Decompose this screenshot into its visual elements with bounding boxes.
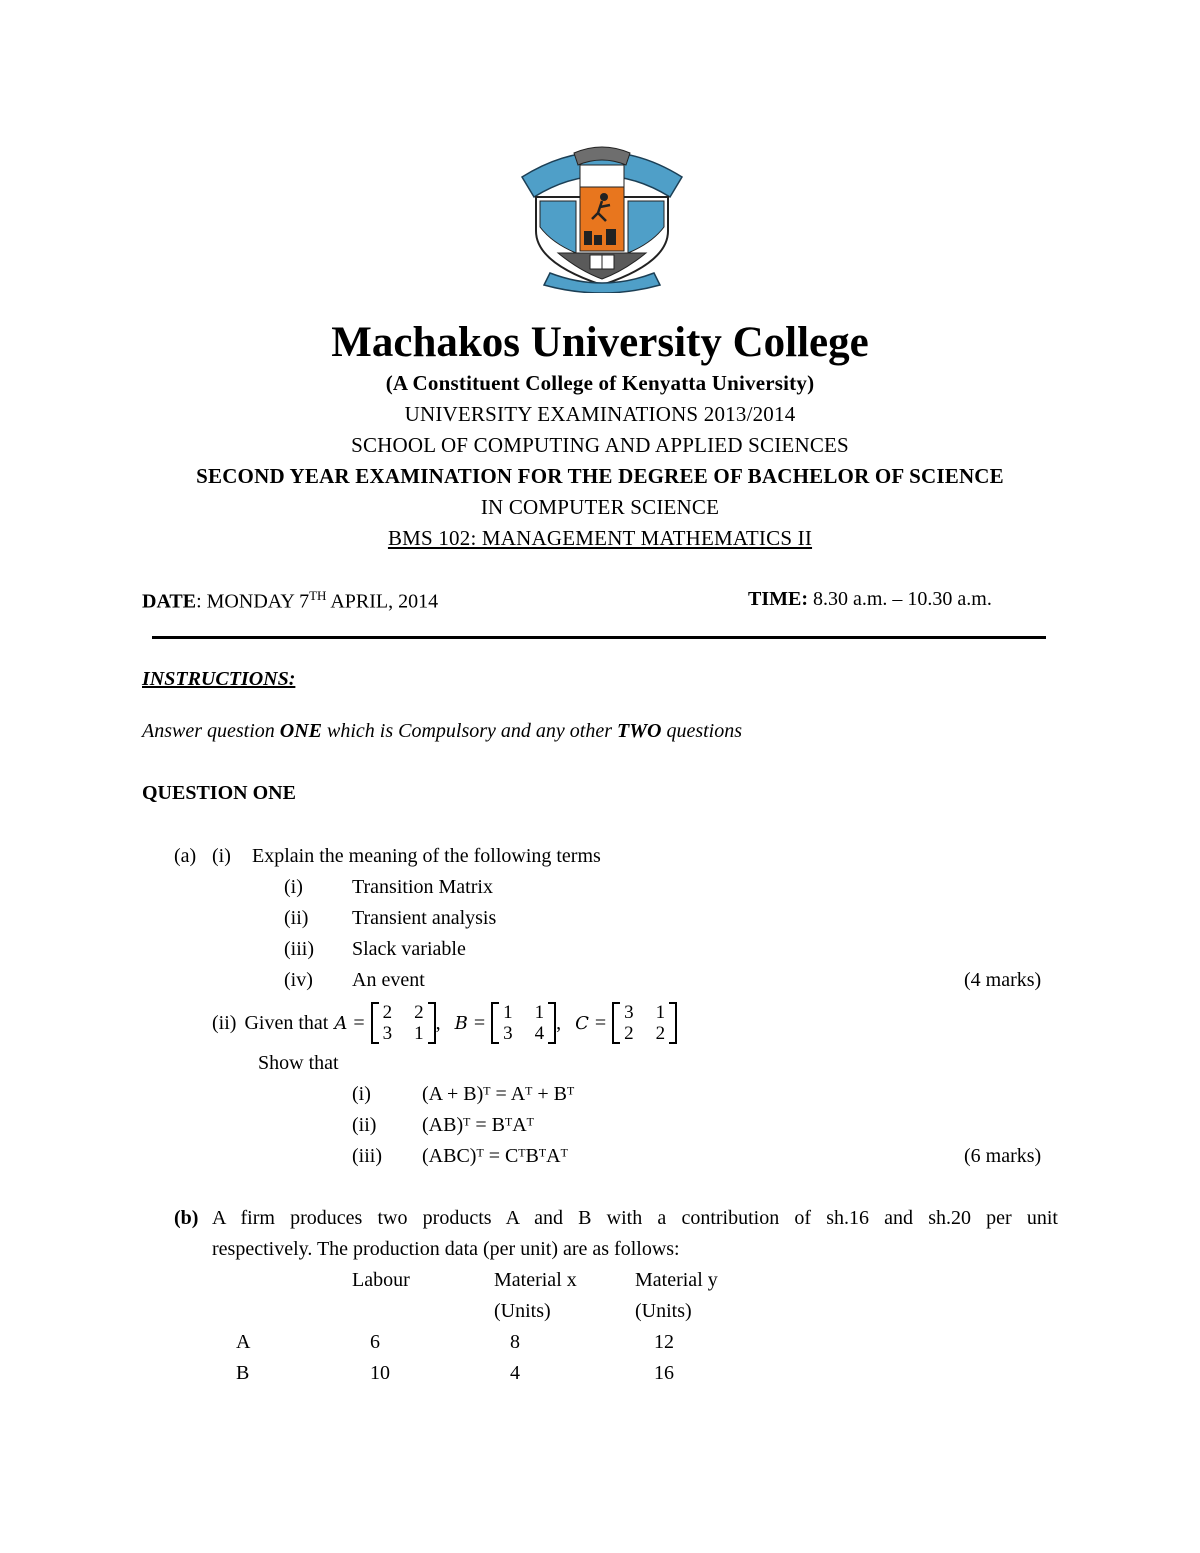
table-row-label: B bbox=[236, 1362, 250, 1384]
identity-num: (iii) bbox=[352, 1145, 382, 1167]
matrix-bracket bbox=[669, 1002, 677, 1044]
table-header: Material y bbox=[635, 1269, 718, 1291]
exam-date bbox=[142, 588, 438, 614]
college-logo bbox=[514, 135, 690, 293]
matrix-cell: 3 bbox=[624, 1002, 634, 1023]
equals-sign: = bbox=[353, 1011, 365, 1034]
instructions-two: TWO bbox=[617, 720, 662, 742]
identity-text: (A + B)ᵀ = Aᵀ + Bᵀ bbox=[422, 1083, 575, 1105]
part-a-label: (a) bbox=[174, 845, 197, 867]
part-b-label: (b) bbox=[174, 1207, 199, 1229]
header-divider bbox=[152, 636, 1046, 639]
instructions-text bbox=[142, 720, 742, 743]
term-text: Slack variable bbox=[352, 938, 466, 960]
term-num: (iii) bbox=[284, 938, 314, 960]
marks-a-i: (4 marks) bbox=[964, 969, 1042, 991]
matrix-cell: 2 bbox=[414, 1002, 424, 1023]
degree-line-2: IN COMPUTER SCIENCE bbox=[480, 495, 720, 519]
date-value-pre: : MONDAY 7 bbox=[196, 590, 310, 613]
instructions-pre: Answer question bbox=[142, 720, 280, 742]
time-label: TIME: bbox=[748, 588, 808, 610]
part-a-i-text: Explain the meaning of the following terms bbox=[252, 845, 601, 867]
matrix-b bbox=[491, 1002, 556, 1044]
matrix-cell: 1 bbox=[503, 1002, 513, 1023]
term-text: Transient analysis bbox=[352, 907, 497, 929]
matrix-cell: 1 bbox=[655, 1002, 666, 1023]
table-subheader: (Units) bbox=[635, 1300, 692, 1322]
table-cell: 12 bbox=[654, 1331, 674, 1353]
matrix-cell: 3 bbox=[382, 1023, 393, 1044]
table-cell: 4 bbox=[510, 1362, 520, 1384]
exam-time bbox=[748, 588, 992, 611]
matrix-cell: 1 bbox=[534, 1002, 545, 1023]
show-that: Show that bbox=[258, 1052, 339, 1074]
affiliation: (A Constituent College of Kenyatta University) bbox=[385, 371, 815, 395]
term-text: Transition Matrix bbox=[352, 876, 493, 898]
identity-text: (AB)ᵀ = BᵀAᵀ bbox=[422, 1114, 534, 1136]
comma: , bbox=[556, 1011, 562, 1034]
instructions-heading: INSTRUCTIONS: bbox=[142, 668, 296, 690]
table-header: Material x bbox=[494, 1269, 577, 1291]
matrix-name: B bbox=[454, 1012, 468, 1034]
instructions-one: ONE bbox=[279, 720, 323, 742]
instructions-mid: which is Compulsory and any other bbox=[322, 720, 618, 742]
time-value: 8.30 a.m. – 10.30 a.m. bbox=[808, 588, 992, 610]
term-num: (i) bbox=[284, 876, 303, 898]
part-a-ii-label: (ii) bbox=[212, 1011, 237, 1034]
marks-a-ii: (6 marks) bbox=[964, 1145, 1042, 1167]
term-num: (ii) bbox=[284, 907, 309, 929]
table-cell: 10 bbox=[370, 1362, 390, 1384]
date-value-post: APRIL, 2014 bbox=[326, 590, 439, 613]
matrix-cell: 3 bbox=[503, 1023, 513, 1044]
table-subheader: (Units) bbox=[494, 1300, 551, 1322]
matrix-a bbox=[371, 1002, 436, 1044]
school-name: SCHOOL OF COMPUTING AND APPLIED SCIENCES bbox=[351, 433, 849, 457]
matrix-cell: 2 bbox=[624, 1023, 634, 1044]
part-b-text-line1: A firm produces two products A and B with a contribution of sh.16 and sh.20 per unit bbox=[212, 1207, 1058, 1229]
date-superscript: TH bbox=[309, 588, 327, 603]
matrix-bracket bbox=[428, 1002, 436, 1044]
matrix-bracket bbox=[371, 1002, 379, 1044]
identity-text: (ABC)ᵀ = CᵀBᵀAᵀ bbox=[422, 1145, 568, 1167]
part-a-i-label: (i) bbox=[212, 845, 231, 867]
matrix-name: A bbox=[334, 1012, 348, 1034]
matrix-bracket bbox=[491, 1002, 499, 1044]
institution-name: Machakos University College bbox=[331, 319, 869, 366]
college-crest-icon bbox=[514, 135, 690, 293]
table-cell: 8 bbox=[510, 1331, 520, 1353]
table-cell: 16 bbox=[654, 1362, 674, 1384]
exam-session: UNIVERSITY EXAMINATIONS 2013/2014 bbox=[404, 402, 796, 426]
matrix-cell: 1 bbox=[414, 1023, 424, 1044]
matrix-cell: 2 bbox=[655, 1023, 666, 1044]
part-b-text-line2: respectively. The production data (per unit) are as follows: bbox=[212, 1238, 680, 1260]
course-title: BMS 102: MANAGEMENT MATHEMATICS II bbox=[387, 526, 813, 550]
term-num: (iv) bbox=[284, 969, 313, 991]
matrix-cell: 4 bbox=[534, 1023, 545, 1044]
term-text: An event bbox=[352, 969, 425, 991]
matrix-name: C bbox=[575, 1012, 589, 1034]
matrix-c bbox=[612, 1002, 677, 1044]
identity-num: (i) bbox=[352, 1083, 371, 1105]
table-row-label: A bbox=[236, 1331, 251, 1353]
degree-line-1: SECOND YEAR EXAMINATION FOR THE DEGREE OF BACHELOR OF SCIENCE bbox=[196, 464, 1004, 488]
matrix-cell: 2 bbox=[382, 1002, 393, 1023]
identity-num: (ii) bbox=[352, 1114, 377, 1136]
equals-sign: = bbox=[594, 1011, 607, 1034]
matrix-bracket bbox=[548, 1002, 556, 1044]
comma: , bbox=[435, 1011, 441, 1034]
instructions-post: questions bbox=[661, 720, 743, 742]
matrix-bracket bbox=[612, 1002, 620, 1044]
given-matrices-line bbox=[212, 1002, 677, 1044]
equals-sign: = bbox=[473, 1011, 486, 1034]
date-label: DATE bbox=[142, 590, 197, 613]
table-cell: 6 bbox=[370, 1331, 380, 1353]
given-that-text: Given that bbox=[244, 1011, 329, 1034]
question-one-heading: QUESTION ONE bbox=[142, 782, 296, 804]
table-header: Labour bbox=[352, 1269, 410, 1291]
